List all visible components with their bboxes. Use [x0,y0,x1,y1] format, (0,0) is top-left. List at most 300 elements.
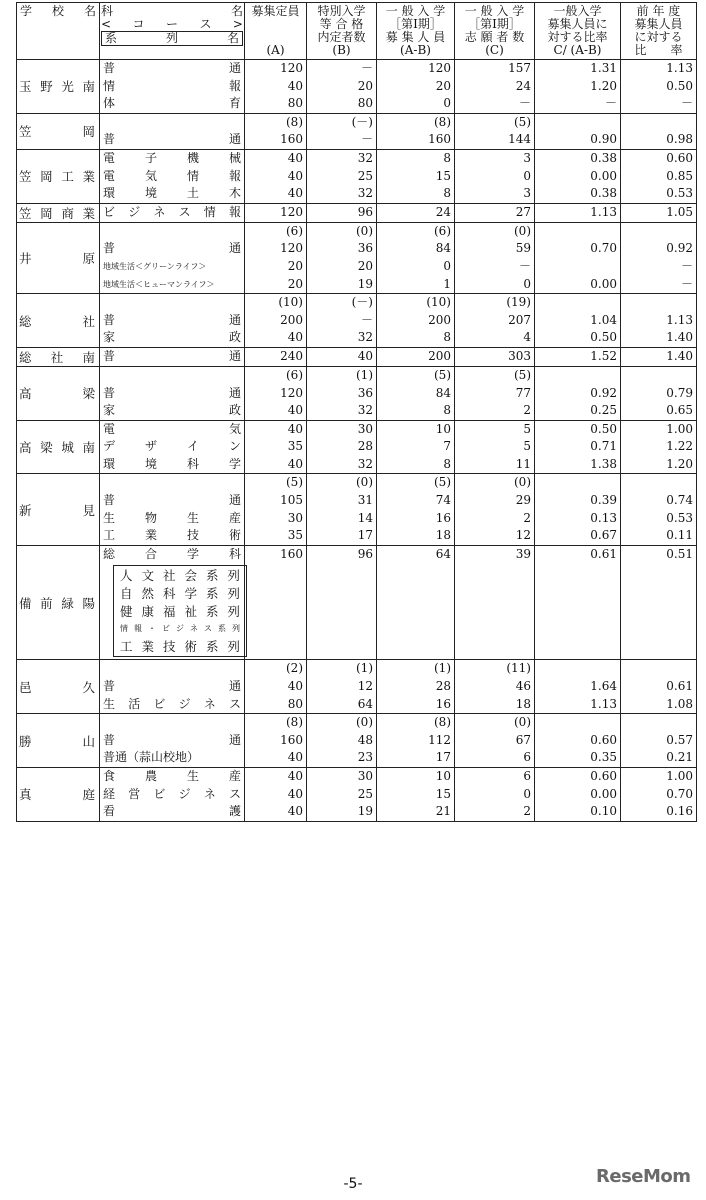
applicants-value: 11 [515,456,531,471]
prev-ratio-value: 0.53 [666,186,693,201]
prev-ratio-value: 0.51 [666,546,693,561]
applicants-value: 59 [515,241,531,256]
dept-cell [100,474,245,545]
ratio-cell [535,222,621,293]
general-capacity-cell [377,545,455,660]
ratio-value: 0.70 [590,241,617,256]
general-capacity-value: 0 [443,96,451,111]
prev-ratio-value [624,714,693,732]
capacity-cell [245,474,307,545]
dept-name [103,294,241,312]
capacity-value: (6) [286,223,303,238]
applicants-cell [455,767,535,821]
ratio-value: 0.35 [590,750,617,765]
prev-ratio-value: 1.00 [666,421,693,436]
ratio-value: 0.38 [590,150,617,165]
capacity-value: 120 [280,204,303,219]
prev-ratio-value: 0.79 [666,385,693,400]
dept-cell [100,294,245,348]
dept-name: 環 境 科 学 [103,456,241,471]
special-value: (0) [356,223,373,238]
school-name: 総 社 [17,294,100,348]
header-applicants: 一 般 入 学 ［第Ⅰ期］ 志 願 者 数 (C) [455,3,535,60]
applicants-value: 29 [515,493,531,508]
school-row [17,714,697,768]
general-capacity-value: 8 [443,403,451,418]
ratio-value: 0.25 [590,403,617,418]
special-value: 32 [357,330,373,345]
special-value: 96 [357,204,373,219]
applicants-value: 67 [515,732,531,747]
general-capacity-value: 24 [435,204,451,219]
special-value: 96 [357,546,373,561]
applicants-value: 77 [515,385,531,400]
ratio-value: 0.61 [590,546,617,561]
capacity-value: 105 [280,493,303,508]
applicants-value: 207 [508,312,531,327]
series-item: 工 業 技 術 系 列 [120,638,240,654]
prev-ratio-value: 1.05 [666,204,693,219]
ratio-value: 1.31 [590,61,617,75]
special-value: 20 [357,258,373,273]
dept-name [103,367,241,385]
ratio-value: 1.20 [590,78,617,93]
prev-ratio-value: － [680,276,693,291]
dept-cell [100,420,245,474]
special-value: － [360,312,373,327]
applicants-value: (0) [514,715,531,730]
applicants-cell [455,420,535,474]
applicants-value: (0) [514,223,531,238]
dept-name: 普 通 [103,732,241,747]
dept-name: 地域生活＜ヒューマンライフ＞ [103,279,215,289]
special-value: 25 [357,786,373,801]
applicants-value: 157 [508,61,531,75]
capacity-value: 160 [280,132,303,147]
dept-name [103,474,241,492]
special-cell [307,767,377,821]
ratio-value: 0.60 [590,768,617,783]
special-value: 19 [357,276,373,291]
special-value: 32 [357,403,373,418]
general-capacity-cell [377,347,455,366]
dept-cell [100,660,245,714]
general-capacity-value: 8 [443,186,451,201]
dept-cell [100,545,245,660]
ratio-value: 0.50 [590,421,617,436]
ratio-value: 0.00 [590,786,617,801]
school-row [17,222,697,293]
applicants-cell [455,149,535,203]
school-name: 邑 久 [17,660,100,714]
ratio-value [538,223,617,241]
general-capacity-value: 16 [435,510,451,525]
special-value: 31 [357,493,373,508]
applicants-value: 0 [523,168,531,183]
ratio-value: 0.92 [590,385,617,400]
general-capacity-value: (8) [434,114,451,129]
general-capacity-value: 200 [428,348,451,363]
dept-name [103,223,241,241]
capacity-value: (10) [278,295,303,310]
ratio-value: 0.00 [590,276,617,291]
capacity-value: 120 [280,385,303,400]
dept-cell [100,113,245,149]
applicants-value: 39 [515,546,531,561]
dept-name: 電 気 情 報 [103,168,241,183]
capacity-cell [245,366,307,420]
general-capacity-value: 10 [435,768,451,783]
special-value: (－) [351,295,373,310]
ratio-cell [535,474,621,545]
capacity-value: 40 [287,786,303,801]
capacity-value: 40 [287,168,303,183]
dept-cell [100,222,245,293]
special-value: 17 [357,528,373,543]
ratio-cell [535,203,621,222]
prev-ratio-cell [621,222,697,293]
capacity-value: 40 [287,750,303,765]
applicants-cell [455,347,535,366]
prev-ratio-cell [621,203,697,222]
prev-ratio-cell [621,420,697,474]
general-capacity-value: 18 [435,528,451,543]
special-value: 80 [357,96,373,111]
ratio-value: 0.10 [590,804,617,819]
general-capacity-cell [377,222,455,293]
dept-name: 普 通 [103,348,241,363]
applicants-value: 5 [523,421,531,436]
ratio-value: 1.13 [590,696,617,711]
dept-name [103,714,241,732]
dept-cell [100,60,245,114]
special-value: 19 [357,804,373,819]
special-cell [307,60,377,114]
special-value: 25 [357,168,373,183]
ratio-value: 1.52 [590,348,617,363]
prev-ratio-value: 0.92 [666,241,693,256]
capacity-cell [245,203,307,222]
special-cell [307,149,377,203]
special-value: 30 [357,421,373,436]
ratio-value: 0.90 [590,132,617,147]
general-capacity-value: 74 [435,493,451,508]
capacity-value: (6) [286,367,303,382]
prev-ratio-value: 0.98 [666,132,693,147]
general-capacity-cell [377,60,455,114]
general-capacity-value: 200 [428,312,451,327]
header-dept: 科 名 < コ ー ス > 系 列 名 [100,3,245,60]
prev-ratio-value: 1.13 [666,312,693,327]
applicants-value: 46 [515,679,531,693]
ratio-cell [535,767,621,821]
general-capacity-cell [377,294,455,348]
applicants-value: 144 [508,132,531,147]
capacity-value: 200 [280,312,303,327]
dept-name: 普 通 [103,132,241,147]
prev-ratio-value: － [680,96,693,111]
prev-ratio-cell [621,149,697,203]
dept-name: デ ザ イ ン [103,439,241,454]
general-capacity-value: 120 [428,61,451,75]
school-name: 備 前 緑 陽 [17,545,100,660]
ratio-value [538,474,617,492]
applicants-value: 303 [508,348,531,363]
dept-name: 普 通 [103,385,241,400]
prev-ratio-value [624,474,693,492]
school-name: 高 梁 城 南 [17,420,100,474]
special-value: 48 [357,732,373,747]
capacity-cell [245,294,307,348]
school-name: 新 見 [17,474,100,545]
dept-name: 生 物 生 産 [103,510,241,525]
school-name: 笠 岡 [17,113,100,149]
special-value: 23 [357,750,373,765]
capacity-value: 40 [287,186,303,201]
applicants-cell [455,714,535,768]
prev-ratio-value: 0.85 [666,168,693,183]
ratio-cell [535,149,621,203]
special-cell [307,474,377,545]
dept-name: 食 農 生 産 [103,768,241,783]
prev-ratio-value: 0.70 [666,786,693,801]
ratio-value: 1.13 [590,204,617,219]
special-value: 32 [357,150,373,165]
applicants-value: (11) [506,661,531,676]
school-name: 高 梁 [17,366,100,420]
capacity-value: 80 [287,96,303,111]
prev-ratio-value: 0.74 [666,493,693,508]
dept-name [103,114,241,132]
prev-ratio-cell [621,60,697,114]
capacity-cell [245,767,307,821]
capacity-cell [245,714,307,768]
dept-name: 体 育 [103,96,241,111]
prev-ratio-value: 1.22 [666,439,693,454]
school-row [17,294,697,348]
capacity-cell [245,60,307,114]
dept-cell [100,767,245,821]
applicants-value: 12 [515,528,531,543]
prev-ratio-value [624,223,693,241]
capacity-cell [245,347,307,366]
general-capacity-value: (1) [434,661,451,676]
prev-ratio-value [624,660,693,678]
applicants-value: 0 [523,276,531,291]
prev-ratio-value: 1.13 [666,61,693,75]
school-row [17,660,697,714]
ratio-value: 1.64 [590,679,617,693]
dept-name: 地域生活＜グリーンライフ＞ [103,261,207,271]
school-row [17,474,697,545]
dept-name: 看 護 [103,804,241,819]
general-capacity-value: 64 [435,546,451,561]
applicants-cell [455,60,535,114]
dept-name: 電 子 機 械 [103,150,241,165]
dept-name: 普 通 [103,679,241,693]
school-name: 井 原 [17,222,100,293]
special-value: － [360,132,373,147]
applicants-value: (5) [514,367,531,382]
dept-name: 普 通 [103,312,241,327]
general-capacity-cell [377,149,455,203]
special-value: 14 [357,510,373,525]
special-value: 20 [357,78,373,93]
applicants-value: (0) [514,475,531,490]
capacity-cell [245,545,307,660]
special-cell [307,203,377,222]
ratio-value: － [604,96,617,111]
enrollment-table [16,2,697,822]
dept-name: 経 営 ビ ジ ネ ス [103,786,241,801]
prev-ratio-value: 0.53 [666,510,693,525]
ratio-value: 0.38 [590,186,617,201]
capacity-value: 20 [287,276,303,291]
school-name: 笠 岡 商 業 [17,203,100,222]
special-value: 36 [357,241,373,256]
special-value: (0) [356,475,373,490]
school-name: 玉 野 光 南 [17,60,100,114]
school-row [17,767,697,821]
ratio-value [538,294,617,312]
capacity-value: 120 [280,241,303,256]
dept-name: 家 政 [103,330,241,345]
capacity-value: 40 [287,403,303,418]
general-capacity-cell [377,366,455,420]
applicants-cell [455,294,535,348]
school-row [17,113,697,149]
capacity-cell [245,222,307,293]
general-capacity-value: 1 [443,276,451,291]
dept-name: 電 気 [103,421,241,436]
dept-cell [100,347,245,366]
capacity-value: (5) [286,475,303,490]
prev-ratio-cell [621,347,697,366]
applicants-value: 6 [523,768,531,783]
prev-ratio-value [624,114,693,132]
ratio-cell [535,545,621,660]
dept-name: 家 政 [103,403,241,418]
capacity-value: 40 [287,456,303,471]
capacity-value: 40 [287,679,303,693]
special-cell [307,545,377,660]
series-list [113,565,247,657]
series-item: 人 文 社 会 系 列 [120,568,240,584]
special-value: (－) [351,114,373,129]
special-value: 28 [357,439,373,454]
applicants-value: － [518,96,531,111]
applicants-value: 24 [515,78,531,93]
prev-ratio-cell [621,113,697,149]
special-cell [307,660,377,714]
prev-ratio-cell [621,714,697,768]
applicants-value: 3 [523,150,531,165]
ratio-value: 0.13 [590,510,617,525]
dept-name [103,660,241,678]
prev-ratio-cell [621,366,697,420]
prev-ratio-cell [621,545,697,660]
special-cell [307,366,377,420]
ratio-cell [535,60,621,114]
ratio-value [538,367,617,385]
general-capacity-value: 8 [443,150,451,165]
general-capacity-value: 7 [443,439,451,454]
special-value: (1) [356,367,373,382]
header-special: 特別入学 等 合 格 内定者数 (B) [307,3,377,60]
resemom-logo: ReseMom [596,1166,691,1187]
series-item: 健 康 福 祉 系 列 [120,603,240,619]
general-capacity-value: 16 [435,696,451,711]
prev-ratio-cell [621,767,697,821]
prev-ratio-value: 0.57 [666,732,693,747]
prev-ratio-cell [621,294,697,348]
series-item: 自 然 科 学 系 列 [120,586,240,602]
capacity-cell [245,149,307,203]
capacity-value: 160 [280,546,303,561]
ratio-value: 1.04 [590,312,617,327]
applicants-cell [455,366,535,420]
general-capacity-value: (5) [434,367,451,382]
general-capacity-cell [377,714,455,768]
capacity-cell [245,420,307,474]
dept-name: 普通（蒜山校地） [103,750,200,765]
page-number: -5- [343,1176,363,1192]
capacity-value: 80 [287,696,303,711]
general-capacity-value: (8) [434,715,451,730]
capacity-value: 40 [287,768,303,783]
ratio-value: 0.50 [590,330,617,345]
school-row [17,420,697,474]
applicants-cell [455,113,535,149]
general-capacity-value: 15 [435,786,451,801]
capacity-value: 40 [287,150,303,165]
applicants-cell [455,545,535,660]
special-value: 64 [357,696,373,711]
prev-ratio-value: 0.11 [666,528,693,543]
capacity-value: (8) [286,114,303,129]
general-capacity-value: (10) [426,295,451,310]
special-value: 32 [357,456,373,471]
capacity-value: 40 [287,78,303,93]
dept-cell [100,714,245,768]
dept-cell [100,149,245,203]
header-ratio: 一般入学 募集人員に 対する比率 C/ (A-B) [535,3,621,60]
ratio-cell [535,420,621,474]
special-value: 12 [357,679,373,693]
capacity-value: 40 [287,421,303,436]
dept-name: 普 通 [103,493,241,508]
special-cell [307,222,377,293]
ratio-value: 0.60 [590,732,617,747]
applicants-cell [455,203,535,222]
general-capacity-value: 84 [435,241,451,256]
applicants-value: 2 [523,403,531,418]
applicants-value: 0 [523,786,531,801]
ratio-cell [535,366,621,420]
capacity-value: 120 [280,61,303,75]
special-value: (0) [356,715,373,730]
general-capacity-value: 112 [428,732,451,747]
school-row [17,203,697,222]
school-row [17,149,697,203]
ratio-value [538,258,617,276]
prev-ratio-value: 1.20 [666,456,693,471]
prev-ratio-value: 0.60 [666,150,693,165]
header-capacity: 募集定員 (A) [245,3,307,60]
general-capacity-value: 160 [428,132,451,147]
special-cell [307,714,377,768]
ratio-value: 1.38 [590,456,617,471]
